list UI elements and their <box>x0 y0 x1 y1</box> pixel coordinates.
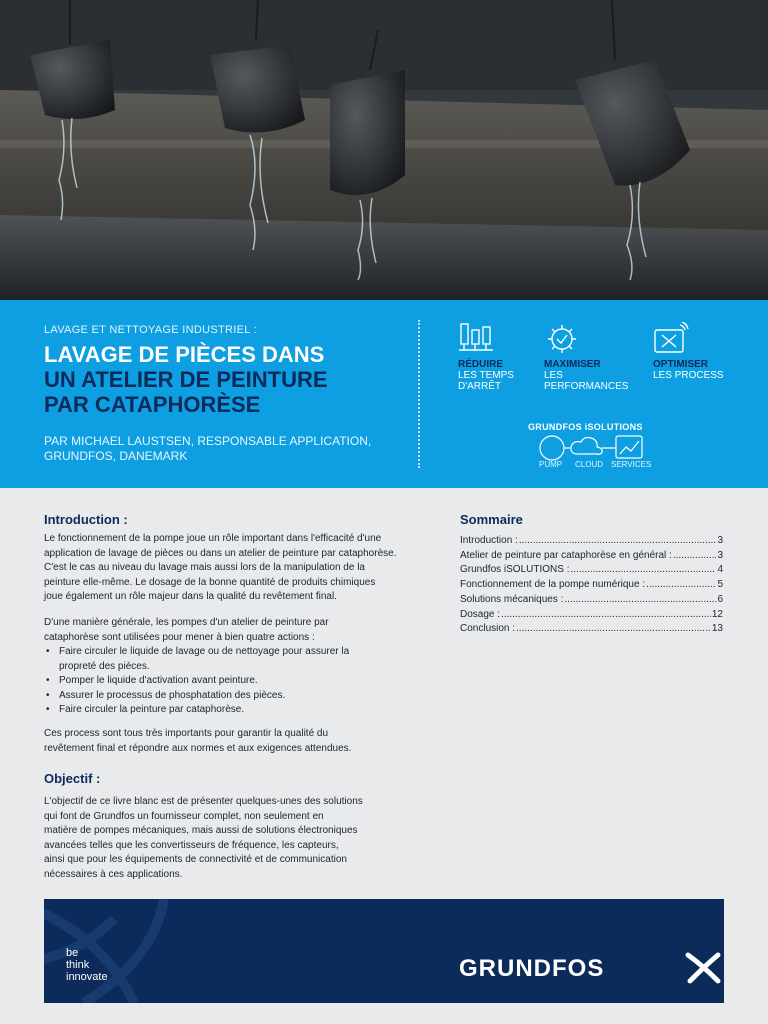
author-byline <box>44 434 384 464</box>
list-item <box>44 674 404 689</box>
gear-check-icon <box>544 322 580 356</box>
toc-page: 3 <box>717 549 723 561</box>
tagline-be: be <box>66 947 79 959</box>
toc-page: 3 <box>717 535 723 546</box>
list-item <box>44 703 404 718</box>
text-line: Ces process sont tous très importants pour garantir la qualité du <box>44 728 329 739</box>
text-line: matière de pompes mécaniques, mais aussi de solutions électroniques <box>44 825 358 836</box>
text-line: D'une manière générale, les pompes d'un atelier de peinture par <box>44 617 329 628</box>
byline-line-2: GRUNDFOS, DANEMARK <box>44 449 188 463</box>
objective-paragraph <box>44 795 409 882</box>
feature-reduce-heading: RÉDUIRE <box>458 359 504 370</box>
industrial-washing-nozzles-image <box>0 0 768 300</box>
grundfos-x-logo-icon <box>684 951 724 985</box>
toc-label: Grundfos iSOLUTIONS : <box>460 564 570 576</box>
introduction-paragraph-1 <box>44 532 409 605</box>
toc-leader <box>646 578 716 593</box>
toc-leader <box>516 622 711 637</box>
text-line: propreté des pièces. <box>59 660 150 672</box>
text-line: avancées telles que les convertisseurs de fréquence, les capteurs, <box>44 839 339 851</box>
feature-reduce <box>458 322 558 392</box>
toc-leader <box>501 608 711 623</box>
toc-page: 13 <box>711 623 723 635</box>
toc-label: Solutions mécaniques : <box>460 593 564 605</box>
list-item <box>44 689 404 704</box>
feature-maximize-sub-1: LES <box>544 370 563 381</box>
title-line-3: PAR CATAPHORÈSE <box>44 392 261 417</box>
title-line-1: LAVAGE DE PIÈCES DANS <box>44 342 325 367</box>
feature-reduce-sub-1: LES TEMPS <box>458 370 514 381</box>
isolutions-pump-label: PUMP <box>539 460 563 469</box>
feature-optimize <box>653 322 753 381</box>
text-line: application de lavage de pièces ou dans un atelier de peinture par cataphorèse. <box>44 547 397 559</box>
isolutions-cloud-label: CLOUD <box>575 460 604 469</box>
document-title <box>44 342 394 417</box>
text-line: Le fonctionnement de la pompe joue un rôle important dans l'efficacité d'une <box>44 533 382 544</box>
toc-leader <box>570 563 716 578</box>
feature-reduce-sub-2: D'ARRÊT <box>458 381 502 392</box>
objective-heading: Objectif : <box>44 771 101 786</box>
isolutions-services-label: SERVICES <box>611 460 652 469</box>
text-line: C'est le cas au niveau du lavage mais aussi lors de la manipulation de la <box>44 562 365 573</box>
feature-optimize-heading: OPTIMISER <box>653 359 709 370</box>
isolutions-title: GRUNDFOS iSOLUTIONS <box>528 422 643 432</box>
toc-entry-isolutions[interactable] <box>460 563 723 578</box>
introduction-paragraph-3 <box>44 727 409 756</box>
introduction-heading: Introduction : <box>44 512 128 527</box>
toc-page: 12 <box>711 608 723 620</box>
toc-label: Introduction : <box>460 535 518 546</box>
toc-entry-solutions-mecaniques[interactable] <box>460 593 723 608</box>
tablet-tools-icon <box>653 322 689 356</box>
toc-label: Fonctionnement de la pompe numérique : <box>460 579 646 591</box>
toc-entry-conclusion[interactable] <box>460 622 723 637</box>
toc-entry-dosage[interactable] <box>460 608 723 623</box>
toc-entry-atelier[interactable] <box>460 549 723 564</box>
brand-wordmark: GRUNDFOS <box>459 955 605 982</box>
toc-page: 4 <box>717 564 723 576</box>
toc-leader <box>519 534 717 549</box>
list-item <box>44 645 404 674</box>
text-line: • Faire circuler le liquide de lavage ou de nettoyage pour assurer la <box>59 646 350 657</box>
text-line: joue également un rôle majeur dans la qualité du revêtement final. <box>44 591 337 602</box>
summary-heading: Sommaire <box>460 512 523 527</box>
toc-leader <box>564 593 716 608</box>
feature-maximize-sub-2: PERFORMANCES <box>544 381 629 392</box>
feature-maximize-heading: MAXIMISER <box>544 359 601 370</box>
toc-entry-pompe-numerique[interactable] <box>460 578 723 593</box>
band-divider <box>418 320 420 468</box>
text-line: L'objectif de ce livre blanc est de présenter quelques-unes des solutions <box>44 796 363 807</box>
text-line: revêtement final et répondre aux normes et aux exigences attendues. <box>44 742 352 754</box>
text-line: qui font de Grundfos un fournisseur complet, non seulement en <box>44 810 324 822</box>
toc-label: Conclusion : <box>460 623 516 635</box>
byline-line-1: PAR MICHAEL LAUSTSEN, RESPONSABLE APPLICATION, <box>44 434 372 448</box>
toc-entry-introduction[interactable] <box>460 534 723 549</box>
text-line: • Assurer le processus de phosphatation des pièces. <box>59 689 286 701</box>
text-line: nécessaires à ces applications. <box>44 868 183 880</box>
section-kicker: LAVAGE ET NETTOYAGE INDUSTRIEL : <box>44 324 257 336</box>
hero-photo <box>0 0 768 300</box>
actions-bullet-list <box>44 645 404 718</box>
tagline <box>66 947 108 983</box>
text-line: • Faire circuler la peinture par cataphorèse. <box>59 704 245 715</box>
text-line: cataphorèse sont utilisées pour mener à bien quatre actions : <box>44 631 315 643</box>
pumps-icon <box>458 322 494 356</box>
text-line: peinture elle-même. Le dosage de la bonne quantité de produits chimiques <box>44 576 376 588</box>
table-of-contents <box>460 534 723 637</box>
text-line: • Pomper le liquide d'activation avant peinture. <box>59 675 258 686</box>
feature-optimize-sub-1: LES PROCESS <box>653 370 724 381</box>
text-line: ainsi que pour les équipements de connectivité et de communication <box>44 854 347 865</box>
toc-page: 5 <box>717 579 723 591</box>
tagline-innovate: innovate <box>66 971 108 983</box>
toc-label: Atelier de peinture par cataphorèse en général : <box>460 549 672 561</box>
tagline-think: think <box>66 959 90 971</box>
toc-label: Dosage : <box>460 608 501 620</box>
title-band <box>0 300 768 488</box>
introduction-paragraph-2 <box>44 616 409 645</box>
title-line-2: UN ATELIER DE PEINTURE <box>44 367 328 392</box>
toc-page: 6 <box>717 593 723 605</box>
toc-leader <box>673 549 717 564</box>
footer-banner <box>44 899 724 1003</box>
feature-maximize <box>544 322 644 392</box>
